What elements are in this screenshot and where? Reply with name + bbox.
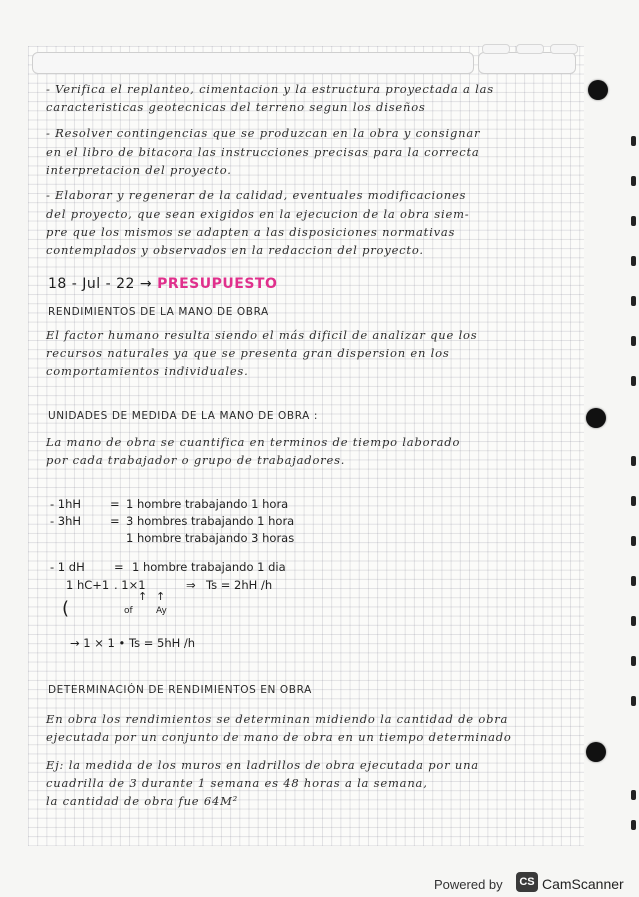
handwritten-line: recursos naturales ya que se presenta gran dispersion en los <box>46 346 450 360</box>
binder-tick <box>631 576 636 586</box>
formula-right: Ts = 2hH /h <box>206 578 273 592</box>
formula-mid: . 1×1 <box>114 578 146 592</box>
header-date-box <box>478 52 576 74</box>
binder-tick <box>631 616 636 626</box>
formula-left: - 1hH <box>50 497 82 511</box>
up-arrow-icon: ↑ <box>156 590 166 603</box>
formula-left: 1 hC+1 <box>66 578 110 592</box>
binder-tick <box>631 696 636 706</box>
binder-hole <box>586 742 606 762</box>
camscanner-logo-icon: CS <box>516 872 538 892</box>
handwritten-line: En obra los rendimientos se determinan midiendo la cantidad de obra <box>46 712 509 726</box>
handwritten-line: caracteristicas geotecnicas del terreno segun los diseños <box>46 100 426 114</box>
arrow-glyph: → <box>139 276 153 292</box>
binder-tick <box>631 296 636 306</box>
handwritten-line: del proyecto, que sean exigidos en la ejecucion de la obra siem- <box>46 207 470 221</box>
handwritten-line: El factor humano resulta siendo el más dificil de analizar que los <box>46 328 478 342</box>
binder-tick <box>631 136 636 146</box>
binder-tick <box>631 176 636 186</box>
bracket-glyph: ( <box>62 598 70 619</box>
topic-highlight: PRESUPUESTO <box>157 276 278 292</box>
handwritten-line: - Elaborar y regenerar de la calidad, eventuales modificaciones <box>46 188 467 202</box>
handwritten-line: cuadrilla de 3 durante 1 semana es 48 horas a la semana, <box>46 776 428 790</box>
handwritten-line: contemplados y observados en la redaccion del proyecto. <box>46 243 424 257</box>
formula-left: - 1 dH <box>50 560 85 574</box>
binder-hole <box>588 80 608 100</box>
formula-eq: = <box>110 514 120 528</box>
formula-left: - 3hH <box>50 514 82 528</box>
camscanner-brand-text: CamScanner <box>542 876 624 892</box>
binder-tick <box>631 216 636 226</box>
section-title: DETERMINACIÓN DE RENDIMIENTOS EN OBRA <box>48 684 312 696</box>
formula-annotation: Ay <box>156 606 167 616</box>
formula-right: 3 hombres trabajando 1 hora <box>126 514 295 528</box>
powered-by-text: Powered by <box>434 877 503 892</box>
formula-arrow: ⇒ <box>186 578 196 592</box>
handwritten-line: interpretacion del proyecto. <box>46 163 232 177</box>
binder-tick <box>631 496 636 506</box>
binder-tick <box>631 256 636 266</box>
handwritten-line: por cada trabajador o grupo de trabajadores. <box>46 453 346 467</box>
formula-result: → 1 × 1 • Ts = 5hH /h <box>70 636 196 650</box>
binder-tick <box>631 456 636 466</box>
handwritten-line: Ej: la medida de los muros en ladrillos de obra ejecutada por una <box>46 758 479 772</box>
header-field-box <box>32 52 474 74</box>
formula-right: 1 hombre trabajando 1 dia <box>132 560 286 574</box>
formula-eq: = <box>110 497 120 511</box>
handwritten-line: - Resolver contingencias que se produzcan en la obra y consignar <box>46 126 481 140</box>
handwritten-line: comportamientos individuales. <box>46 364 249 378</box>
handwritten-line: la cantidad de obra fue 64M² <box>46 794 239 808</box>
formula-right: 1 hombre trabajando 1 hora <box>126 497 289 511</box>
handwritten-line: La mano de obra se cuantifica en terminos de tiempo laborado <box>46 435 461 449</box>
header-mini-box <box>482 44 510 54</box>
binder-tick <box>631 820 636 830</box>
binder-tick <box>631 376 636 386</box>
handwritten-line: pre que los mismos se adapten a las disposiciones normativas <box>46 225 456 239</box>
up-arrow-icon: ↑ <box>138 590 148 603</box>
section-title: RENDIMIENTOS DE LA MANO DE OBRA <box>48 306 269 318</box>
binder-tick <box>631 656 636 666</box>
binder-tick <box>631 790 636 800</box>
date-heading <box>48 276 277 292</box>
formula-eq: = <box>114 560 124 574</box>
formula-right: 1 hombre trabajando 3 horas <box>126 531 295 545</box>
handwritten-line: - Verifica el replanteo, cimentacion y la estructura proyectada a las <box>46 82 494 96</box>
section-title: UNIDADES DE MEDIDA DE LA MANO DE OBRA : <box>48 410 319 422</box>
date-text: 18 - Jul - 22 <box>48 276 135 292</box>
binder-hole <box>586 408 606 428</box>
binder-tick <box>631 536 636 546</box>
header-mini-box <box>550 44 578 54</box>
handwritten-line: ejecutada por un conjunto de mano de obra en un tiempo determinado <box>46 730 512 744</box>
formula-annotation: of <box>124 606 133 616</box>
handwritten-line: en el libro de bitacora las instrucciones precisas para la correcta <box>46 145 480 159</box>
binder-tick <box>631 336 636 346</box>
header-mini-box <box>516 44 544 54</box>
